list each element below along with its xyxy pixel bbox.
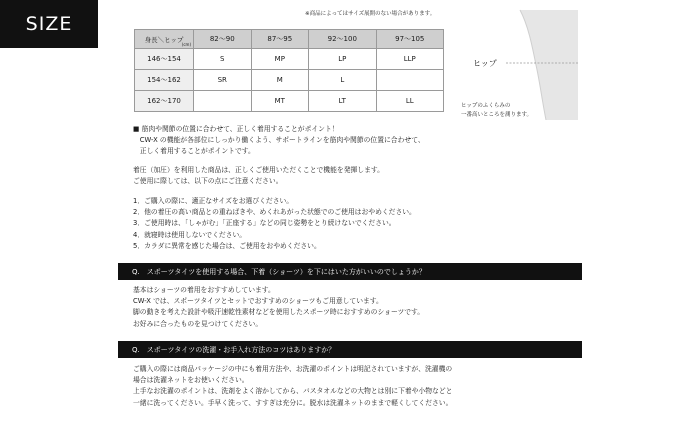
list-item: 4．就寝時は使用しないでください。 [133, 230, 247, 239]
size-cell: M [251, 70, 309, 91]
faq-question-text: Q. スポーツタイツを使用する場合、下着（ショーツ）を下にはいた方がいいのでしょうか？ [132, 267, 426, 276]
table-row [135, 91, 444, 112]
compression-intro [133, 165, 384, 187]
faq-answer [133, 364, 452, 409]
text-line: CW-X では、スポーツタイツとセットでおすすめのショーツもご用意しています。 [133, 297, 383, 306]
size-cell: MP [251, 49, 309, 70]
caution-list [133, 196, 416, 252]
corner-unit: (cm) [181, 42, 191, 47]
hip-label: ヒップ [473, 59, 497, 68]
size-availability-note: ※商品によってはサイズ展開のない場合があります。 [305, 11, 436, 17]
text-line: 着圧（加圧）を利用した商品は、正しくご使用いただくことで機能を発揮します。 [133, 166, 384, 174]
size-table-header [135, 30, 444, 49]
size-cell: LT [309, 91, 376, 112]
text-line: 脚の動きを考えた設計や吸汗速乾性素材などを使用したスポーツ時におすすめのショーツです。 [133, 308, 425, 317]
text-line: CW-X の機能が各部位にしっかり働くよう、サポートラインを筋肉や関節の位置に合わせて、 [133, 136, 425, 145]
size-cell: LL [376, 91, 443, 112]
text-line: 正しく着用することがポイントです。 [133, 147, 255, 156]
body-silhouette [520, 10, 578, 120]
hip-range-header: 87〜95 [251, 30, 309, 49]
size-cell: LLP [376, 49, 443, 70]
text-line: 一緒に洗ってください。手早く洗って、すすぎは充分に。脱水は洗濯ネットのままで軽くしてください。 [133, 398, 453, 407]
size-cell [194, 91, 252, 112]
size-table [134, 29, 444, 112]
faq-question-bar [118, 341, 582, 358]
size-cell: LP [309, 49, 376, 70]
list-item: 5．カラダに異常を感じた場合は、ご使用をおやめください。 [133, 241, 321, 250]
text-line: お好みに合ったものを見つけてください。 [133, 319, 263, 328]
text-line: ■ 筋肉や関節の位置に合わせて、正しく着用することがポイント！ [133, 125, 339, 133]
list-item: 1．ご購入の際に、適正なサイズをお選びください。 [133, 197, 294, 205]
text-line: ご使用に際しては、以下の点にご注意ください。 [133, 177, 283, 186]
height-range-cell: 146〜154 [135, 49, 194, 70]
size-cell [376, 70, 443, 91]
list-item: 3．ご使用時は、「しゃがむ」「正座する」などの同じ姿勢をとり続けないでください。 [133, 219, 396, 228]
hip-measurement-figure [458, 5, 578, 120]
size-cell: L [309, 70, 376, 91]
corner-label: 身長＼ヒップ [144, 35, 184, 44]
hip-range-header: 92〜100 [309, 30, 376, 49]
text-line: ご購入の際には商品パッケージの中にも着用方法や、お洗濯のポイントは明記されていますが、洗濯機の [133, 365, 453, 373]
text-line: 基本はショーツの着用をおすすめしています。 [133, 286, 275, 294]
text-line: 上手なお洗濯のポイントは、洗剤をよく溶かしてから、バスタオルなどの大物とは別に下着や小物などと [133, 387, 453, 396]
faq-question-bar [118, 263, 582, 280]
size-cell: MT [251, 91, 309, 112]
text-line: 場合は洗濯ネットをお使いください。 [133, 376, 249, 385]
table-row [135, 49, 444, 70]
hip-range-header: 82〜90 [194, 30, 252, 49]
figure-caption-line-1: ヒップのふくらみの [461, 103, 511, 109]
size-cell: SR [194, 70, 252, 91]
size-cell: S [194, 49, 252, 70]
table-row [135, 70, 444, 91]
height-range-cell: 162〜170 [135, 91, 194, 112]
size-badge: SIZE [0, 0, 98, 48]
faq-answer [133, 285, 424, 330]
figure-caption-line-2: 一番高いところを測ります。 [461, 112, 533, 118]
faq-question-text: Q. スポーツタイツの洗濯・お手入れ方法のコツはありますか？ [132, 345, 336, 354]
fit-tip-section [133, 124, 425, 158]
list-item: 2．他の着圧の高い商品との重ねばきや、めくれあがった状態でのご使用はおやめください。 [133, 208, 416, 217]
height-range-cell: 154〜162 [135, 70, 194, 91]
table-corner-cell [135, 30, 194, 49]
hip-range-header: 97〜105 [376, 30, 443, 49]
